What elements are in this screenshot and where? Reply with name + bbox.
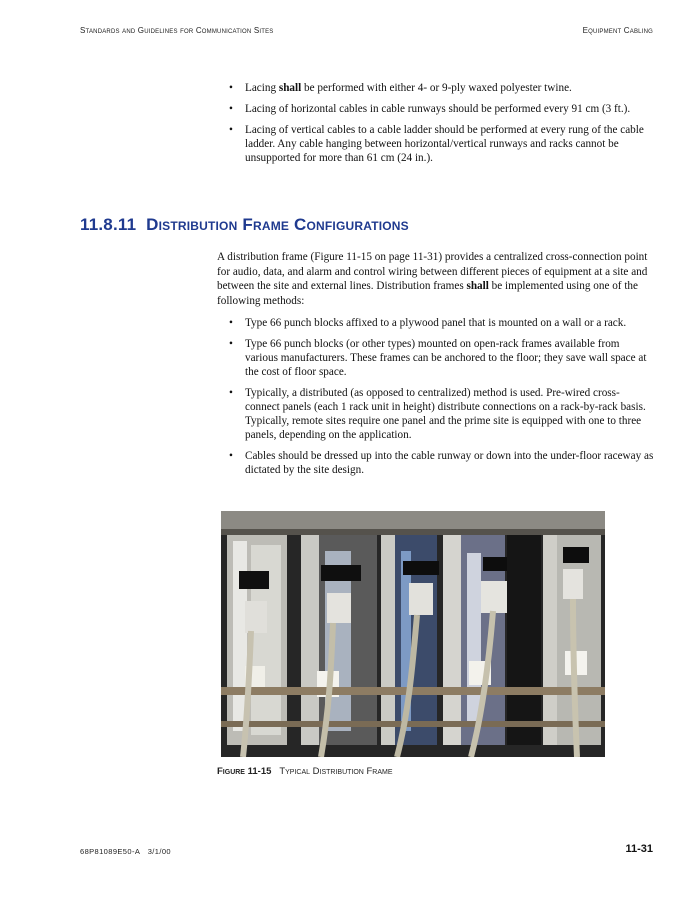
list-item: • Type 66 punch blocks affixed to a plywood panel that is mounted on a wall or a rack. [229, 317, 627, 329]
bullet-icon: • [229, 103, 233, 115]
list-item: • Lacing of vertical cables to a cable ladder should be performed at every rung of the cable ladder. Any cable hanging between horizontal/vertical runways and racks cannot be unsupported for more than 61 cm (24 in.). [229, 124, 644, 164]
figure-label: Figure 11-15 [217, 766, 272, 777]
list-item: • Cables should be dressed up into the cable runway or down into the under-floor raceway as dictated by the site design. [229, 450, 654, 476]
intro-paragraph: A distribution frame (Figure 11-15 on page 11-31) provides a centralized cross-connection point for audio, data, and alarm and control wiring between different pieces of equipment at a site and between the site and external lines. Distribution frames shall be implemented using one of the following methods: [217, 251, 648, 307]
bullet-icon: • [229, 317, 233, 329]
distribution-frame-photo [221, 511, 605, 757]
list-item: • Type 66 punch blocks (or other types) mounted on open-rack frames available from various manufacturers. These frames can be anchored to the floor; they save wall space at the cost of floor space. [229, 338, 647, 378]
page-number: 11-31 [625, 843, 653, 855]
section-title-text: Distribution Frame Configurations [146, 215, 409, 234]
footer-doc-info [80, 847, 171, 856]
section-heading [80, 215, 409, 235]
footer-date: 3/1/00 [147, 847, 171, 856]
list-item: • Lacing of horizontal cables in cable runways should be performed every 91 cm (3 ft.). [229, 103, 631, 115]
section-number: 11.8.11 [80, 215, 137, 234]
lacing-bullet-list [229, 81, 654, 172]
bullet-icon: • [229, 387, 233, 399]
bullet-icon: • [229, 450, 233, 462]
list-item: • Typically, a distributed (as opposed to centralized) method is used. Pre-wired cross-connect panels (each 1 rack unit in height) distribute connections on a rack-by-rack basis. Typically, remote sites require one panel and the prime site is equipped with one to three panels, depending on the application. [229, 387, 646, 441]
bullet-icon: • [229, 338, 233, 350]
list-item: • Lacing shall be performed with either 4- or 9-ply waxed polyester twine. [229, 82, 572, 94]
bullet-icon: • [229, 82, 233, 94]
figure-title: Typical Distribution Frame [279, 766, 393, 777]
figure-caption [217, 766, 393, 777]
methods-bullet-list [229, 316, 654, 484]
footer-doc-id: 68P81089E50-A [80, 847, 141, 856]
bullet-icon: • [229, 124, 233, 136]
running-header-left: Standards and Guidelines for Communication Sites [80, 26, 274, 35]
running-header-right: Equipment Cabling [582, 26, 653, 35]
